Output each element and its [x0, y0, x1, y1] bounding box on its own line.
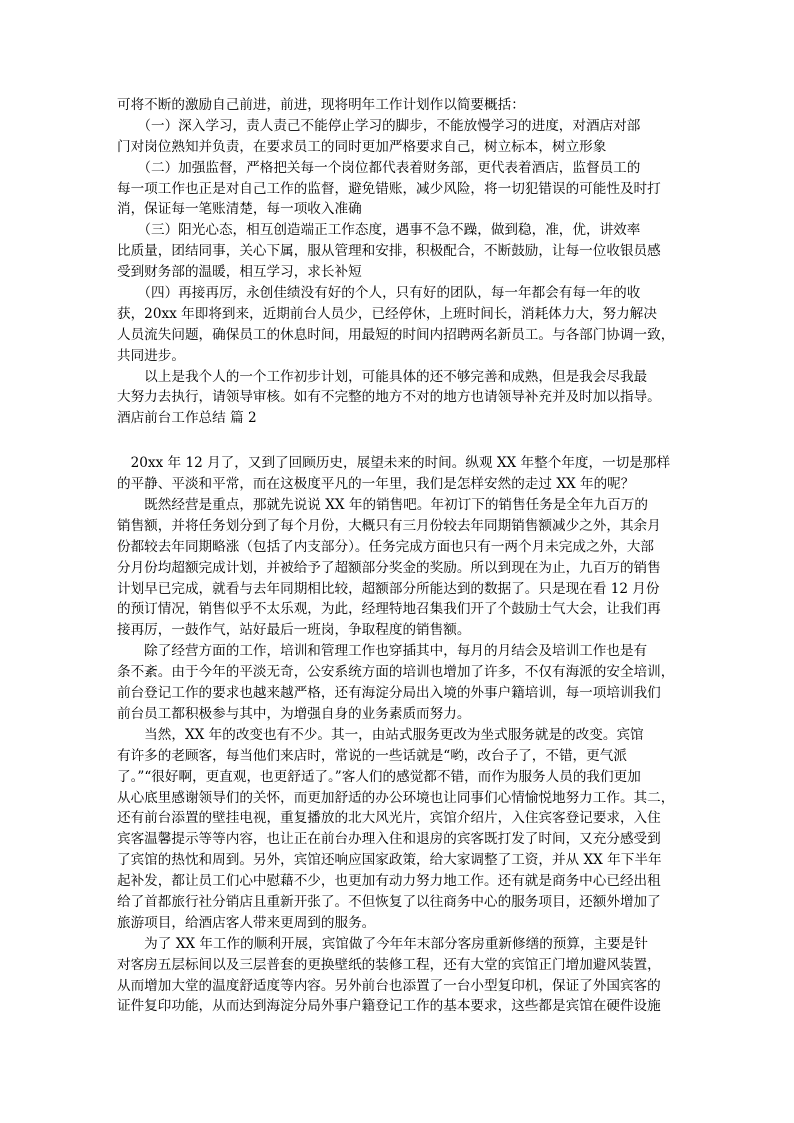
text-line: （二）加强监督，严格把关每一个岗位都代表着财务部，更代表着酒店，监督员工的	[117, 159, 641, 176]
text-line: 的预订情况，销售似乎不太乐观，为此，经理特地召集我们开了个鼓励士气大会，让我们再	[117, 601, 661, 618]
text-line: 了宾馆的热忱和周到。另外，宾馆还响应国家政策，给大家调整了工资，并从 XX 年下半年	[117, 852, 662, 869]
text-line: 从而增加大堂的温度舒适度等内容。另外前台也添置了一台小型复印机，保证了外国宾客的	[117, 977, 661, 994]
text-line: 前台员工都积极参与其中，为增强自身的业务素质而努力。	[117, 705, 471, 722]
text-line: 人员流失问题，确保员工的休息时间，用最短的时间内招聘两名新员工。与各部门协调一致，	[117, 326, 675, 343]
text-line: 前台登记工作的要求也越来越严格，还有海淀分局出入境的外事户籍培训，每一项培训我们	[117, 685, 661, 702]
text-line: 以上是我个人的一个工作初步计划，可能具体的还不够完善和成熟，但是我会尽我最	[117, 368, 648, 385]
text-line: 门对岗位熟知并负责，在要求员工的同时更加严格要求自己，树立标本，树立形象	[117, 138, 607, 155]
text-line: （一）深入学习，责人责己不能停止学习的脚步，不能放慢学习的进度，对酒店对部	[117, 117, 641, 134]
section-work-plan	[117, 95, 679, 429]
text-line: 既然经营是重点，那就先说说 XX 年的销售吧。年初订下的销售任务是全年九百万的	[117, 497, 648, 514]
text-line: 为了 XX 年工作的顺利开展，宾馆做了今年年末部分客房重新修缮的预算，主要是针	[117, 935, 648, 952]
text-line: 消，保证每一笔账清楚，每一项收入准确	[117, 201, 362, 218]
text-line: 份都较去年同期略涨（包括了内支部分）。任务完成方面也只有一两个月未完成之外，大部	[117, 538, 654, 555]
text-line: 起补发，都让员工们心中慰藉不少，也更加有动力努力地工作。还有就是商务中心已经出租	[117, 873, 661, 890]
text-line: 还有前台添置的壁挂电视，重复播放的北大风光片，宾馆介绍片，入住宾客登记要求，入住	[117, 810, 661, 827]
text-line: 销售额，并将任务划分到了每个月份，大概只有三月份较去年同期销售额减少之外，其余月	[117, 517, 661, 534]
text-line: 20xx 年 12 月了，又到了回顾历史，展望未来的时间。纵观 XX 年整个年度，一切是那样	[117, 455, 671, 472]
text-line: 条不紊。由于今年的平淡无奇，公安系统方面的培训也增加了许多，不仅有海派的安全培训，	[117, 664, 675, 681]
text-line: 有许多的老顾客，每当他们来店时，常说的一些话就是“哟，改台子了，不错，更气派	[117, 747, 627, 764]
section-heading: 酒店前台工作总结 篇 2	[117, 410, 257, 427]
text-line: 证件复印功能，从而达到海淀分局外事户籍登记工作的基本要求，这些都是宾馆在硬件设施	[117, 998, 661, 1015]
text-line: 受到财务部的温暖，相互学习，求长补短	[117, 264, 362, 281]
blank-line	[117, 429, 679, 453]
text-line: 从心底里感谢领导们的关怀，而更加舒适的办公环境也让同事们心情愉悦地努力工作。其二，	[117, 789, 675, 806]
text-line: 获，20xx 年即将到来，近期前台人员少，已经停休，上班时间长，消耗体力大，努力解决	[117, 305, 657, 322]
text-line: 可将不断的激励自己前进，前进，现将明年工作计划作以简要概括：	[117, 97, 525, 113]
text-line: 除了经营方面的工作，培训和管理工作也穿插其中，每月的月结会及培训工作也是有	[117, 643, 648, 660]
text-line: 对客房五层标间以及三层普套的更换壁纸的装修工程，还有大堂的宾馆正门增加避风装置，	[117, 956, 661, 973]
text-line: 比质量，团结同事，关心下属，服从管理和安排，积极配合，不断鼓励，让每一位收银员感	[117, 243, 661, 260]
text-line: 每一项工作也正是对自己工作的监督，避免错账，减少风险，将一切犯错误的可能性及时打	[117, 180, 661, 197]
text-line: 分月份均超额完成计划，并被给予了超额部分奖金的奖励。所以到现在为止，九百万的销售	[117, 559, 661, 576]
text-line: （四）再接再厉，永创佳绩没有好的个人，只有好的团队，每一年都会有每一年的收	[117, 285, 641, 302]
text-line: （三）阳光心态，相互创造端正工作态度，遇事不急不躁，做到稳，准，优，讲效率	[117, 222, 641, 239]
text-line: 接再厉，一鼓作气，站好最后一班岗，争取程度的销售额。	[117, 622, 471, 639]
text-line: 共同进步。	[117, 347, 185, 364]
text-line: 的平静、平淡和平常，而在这极度平凡的一年里，我们是怎样安然的走过 XX 年的呢？	[117, 476, 635, 493]
text-line: 大努力去执行，请领导审核。如有不完整的地方不对的地方也请领导补充并及时加以指导。	[117, 389, 661, 406]
text-line: 当然，XX 年的改变也有不少。其一，由站式服务更改为坐式服务就是的改变。宾馆	[117, 726, 644, 743]
text-line: 计划早已完成，就看与去年同期相比较，超额部分所能达到的数据了。只是现在看 12 月份	[117, 580, 660, 597]
text-line: 宾客温馨提示等等内容，也让正在前台办理入住和退房的宾客既打发了时间，又充分感受到	[117, 831, 661, 848]
text-line: 了。”“很好啊，更直观，也更舒适了。”客人们的感觉都不错，而作为服务人员的我们更加	[117, 768, 641, 785]
text-line: 给了首都旅行社分销店且重新开张了。不但恢复了以往商务中心的服务项目，还额外增加了	[117, 893, 661, 910]
section-summary	[117, 453, 679, 1017]
document-page	[117, 95, 679, 1017]
text-line: 旅游项目，给酒店客人带来更周到的服务。	[117, 914, 376, 931]
